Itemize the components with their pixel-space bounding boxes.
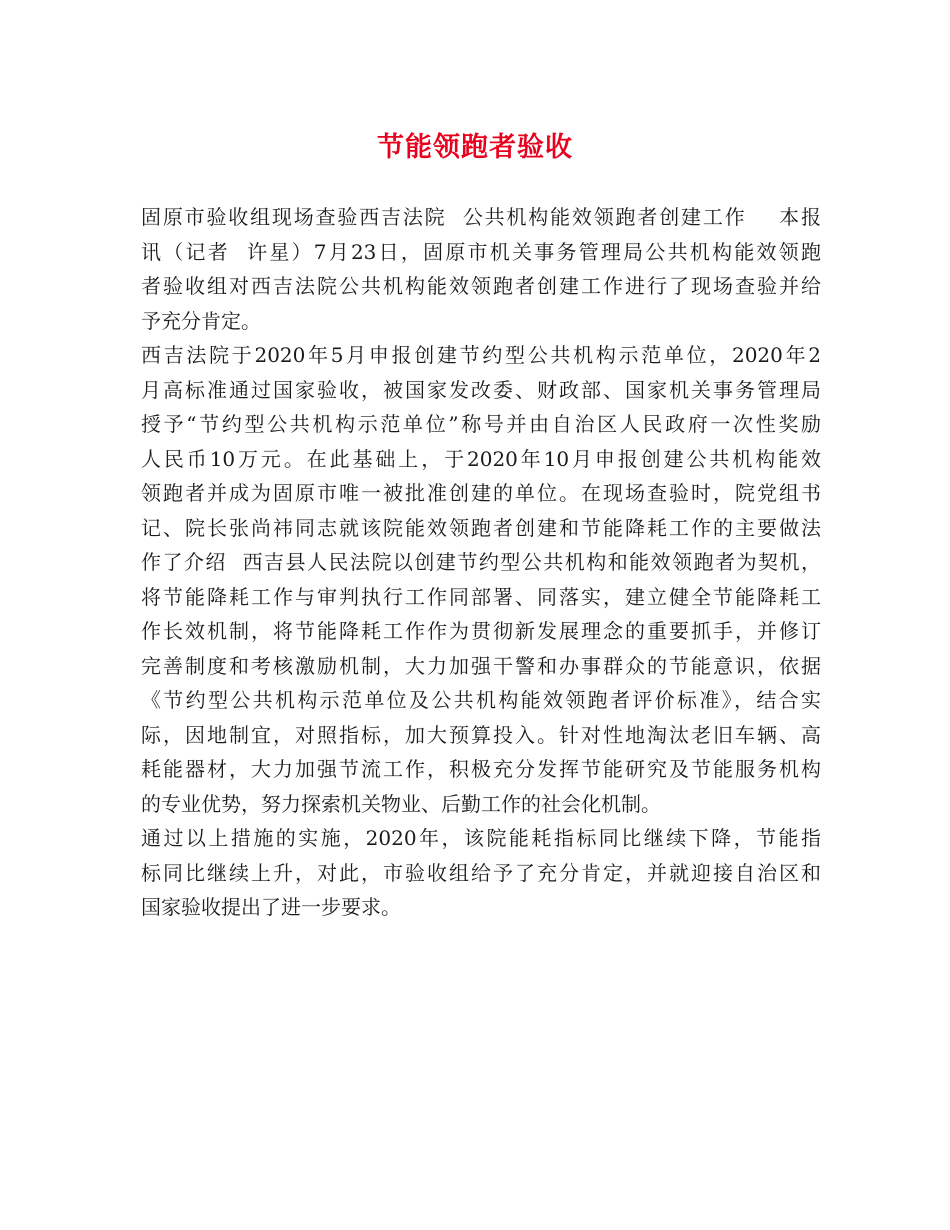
paragraph-line: 国家验收提出了进一步要求。	[141, 895, 401, 919]
paragraph-line: 领跑者并成为固原市唯一被批准创建的单位。在现场查验时，院党组书	[141, 481, 821, 505]
paragraph-line: 《节约型公共机构示范单位及公共机构能效领跑者评价标准》，结合实	[141, 688, 821, 712]
paragraph	[141, 200, 821, 338]
paragraph-line: 耗能器材，大力加强节流工作，积极充分发挥节能研究及节能服务机构	[141, 757, 821, 781]
paragraph-line: 将节能降耗工作与审判执行工作同部署、同落实，建立健全节能降耗工	[141, 584, 821, 609]
paragraph-line: 固原市验收组现场查验西吉法院 公共机构能效领跑者创建工作 本报	[141, 205, 821, 229]
paragraph-line: 标同比继续上升，对此，市验收组给予了充分肯定，并就迎接自治区和	[141, 860, 821, 885]
paragraph-line: 者验收组对西吉法院公共机构能效领跑者创建工作进行了现场查验并给	[141, 274, 821, 298]
paragraph-line: 人民币10万元。在此基础上，于2020年10月申报创建公共机构能效	[141, 446, 821, 471]
paragraph-line: 月高标准通过国家验收，被国家发改委、财政部、国家机关事务管理局	[141, 377, 821, 402]
paragraph	[141, 338, 821, 821]
document-title: 节能领跑者验收	[377, 132, 573, 163]
paragraph-line: 授予“节约型公共机构示范单位”称号并由自治区人民政府一次性奖励	[141, 412, 821, 436]
document-body	[141, 200, 821, 925]
paragraph-line: 作长效机制，将节能降耗工作作为贯彻新发展理念的重要抓手，并修订	[141, 619, 821, 643]
paragraph	[141, 821, 821, 925]
paragraph-line: 的专业优势，努力探索机关物业、后勤工作的社会化机制。	[141, 791, 661, 816]
paragraph-line: 际，因地制宜，对照指标，加大预算投入。针对性地淘汰老旧车辆、高	[141, 722, 821, 747]
paragraph-line: 予充分肯定。	[141, 308, 261, 333]
paragraph-line: 作了介绍 西吉县人民法院以创建节约型公共机构和能效领跑者为契机，	[141, 550, 821, 574]
paragraph-line: 记、院长张尚祎同志就该院能效领跑者创建和节能降耗工作的主要做法	[141, 515, 821, 540]
paragraph-line: 西吉法院于2020年5月申报创建节约型公共机构示范单位，2020年2	[141, 343, 821, 367]
paragraph-line: 完善制度和考核激励机制，大力加强干警和办事群众的节能意识，依据	[141, 653, 821, 678]
paragraph-line: 讯（记者 许星）7月23日，固原市机关事务管理局公共机构能效领跑	[141, 239, 821, 264]
paragraph-line: 通过以上措施的实施，2020年，该院能耗指标同比继续下降，节能指	[141, 826, 821, 850]
